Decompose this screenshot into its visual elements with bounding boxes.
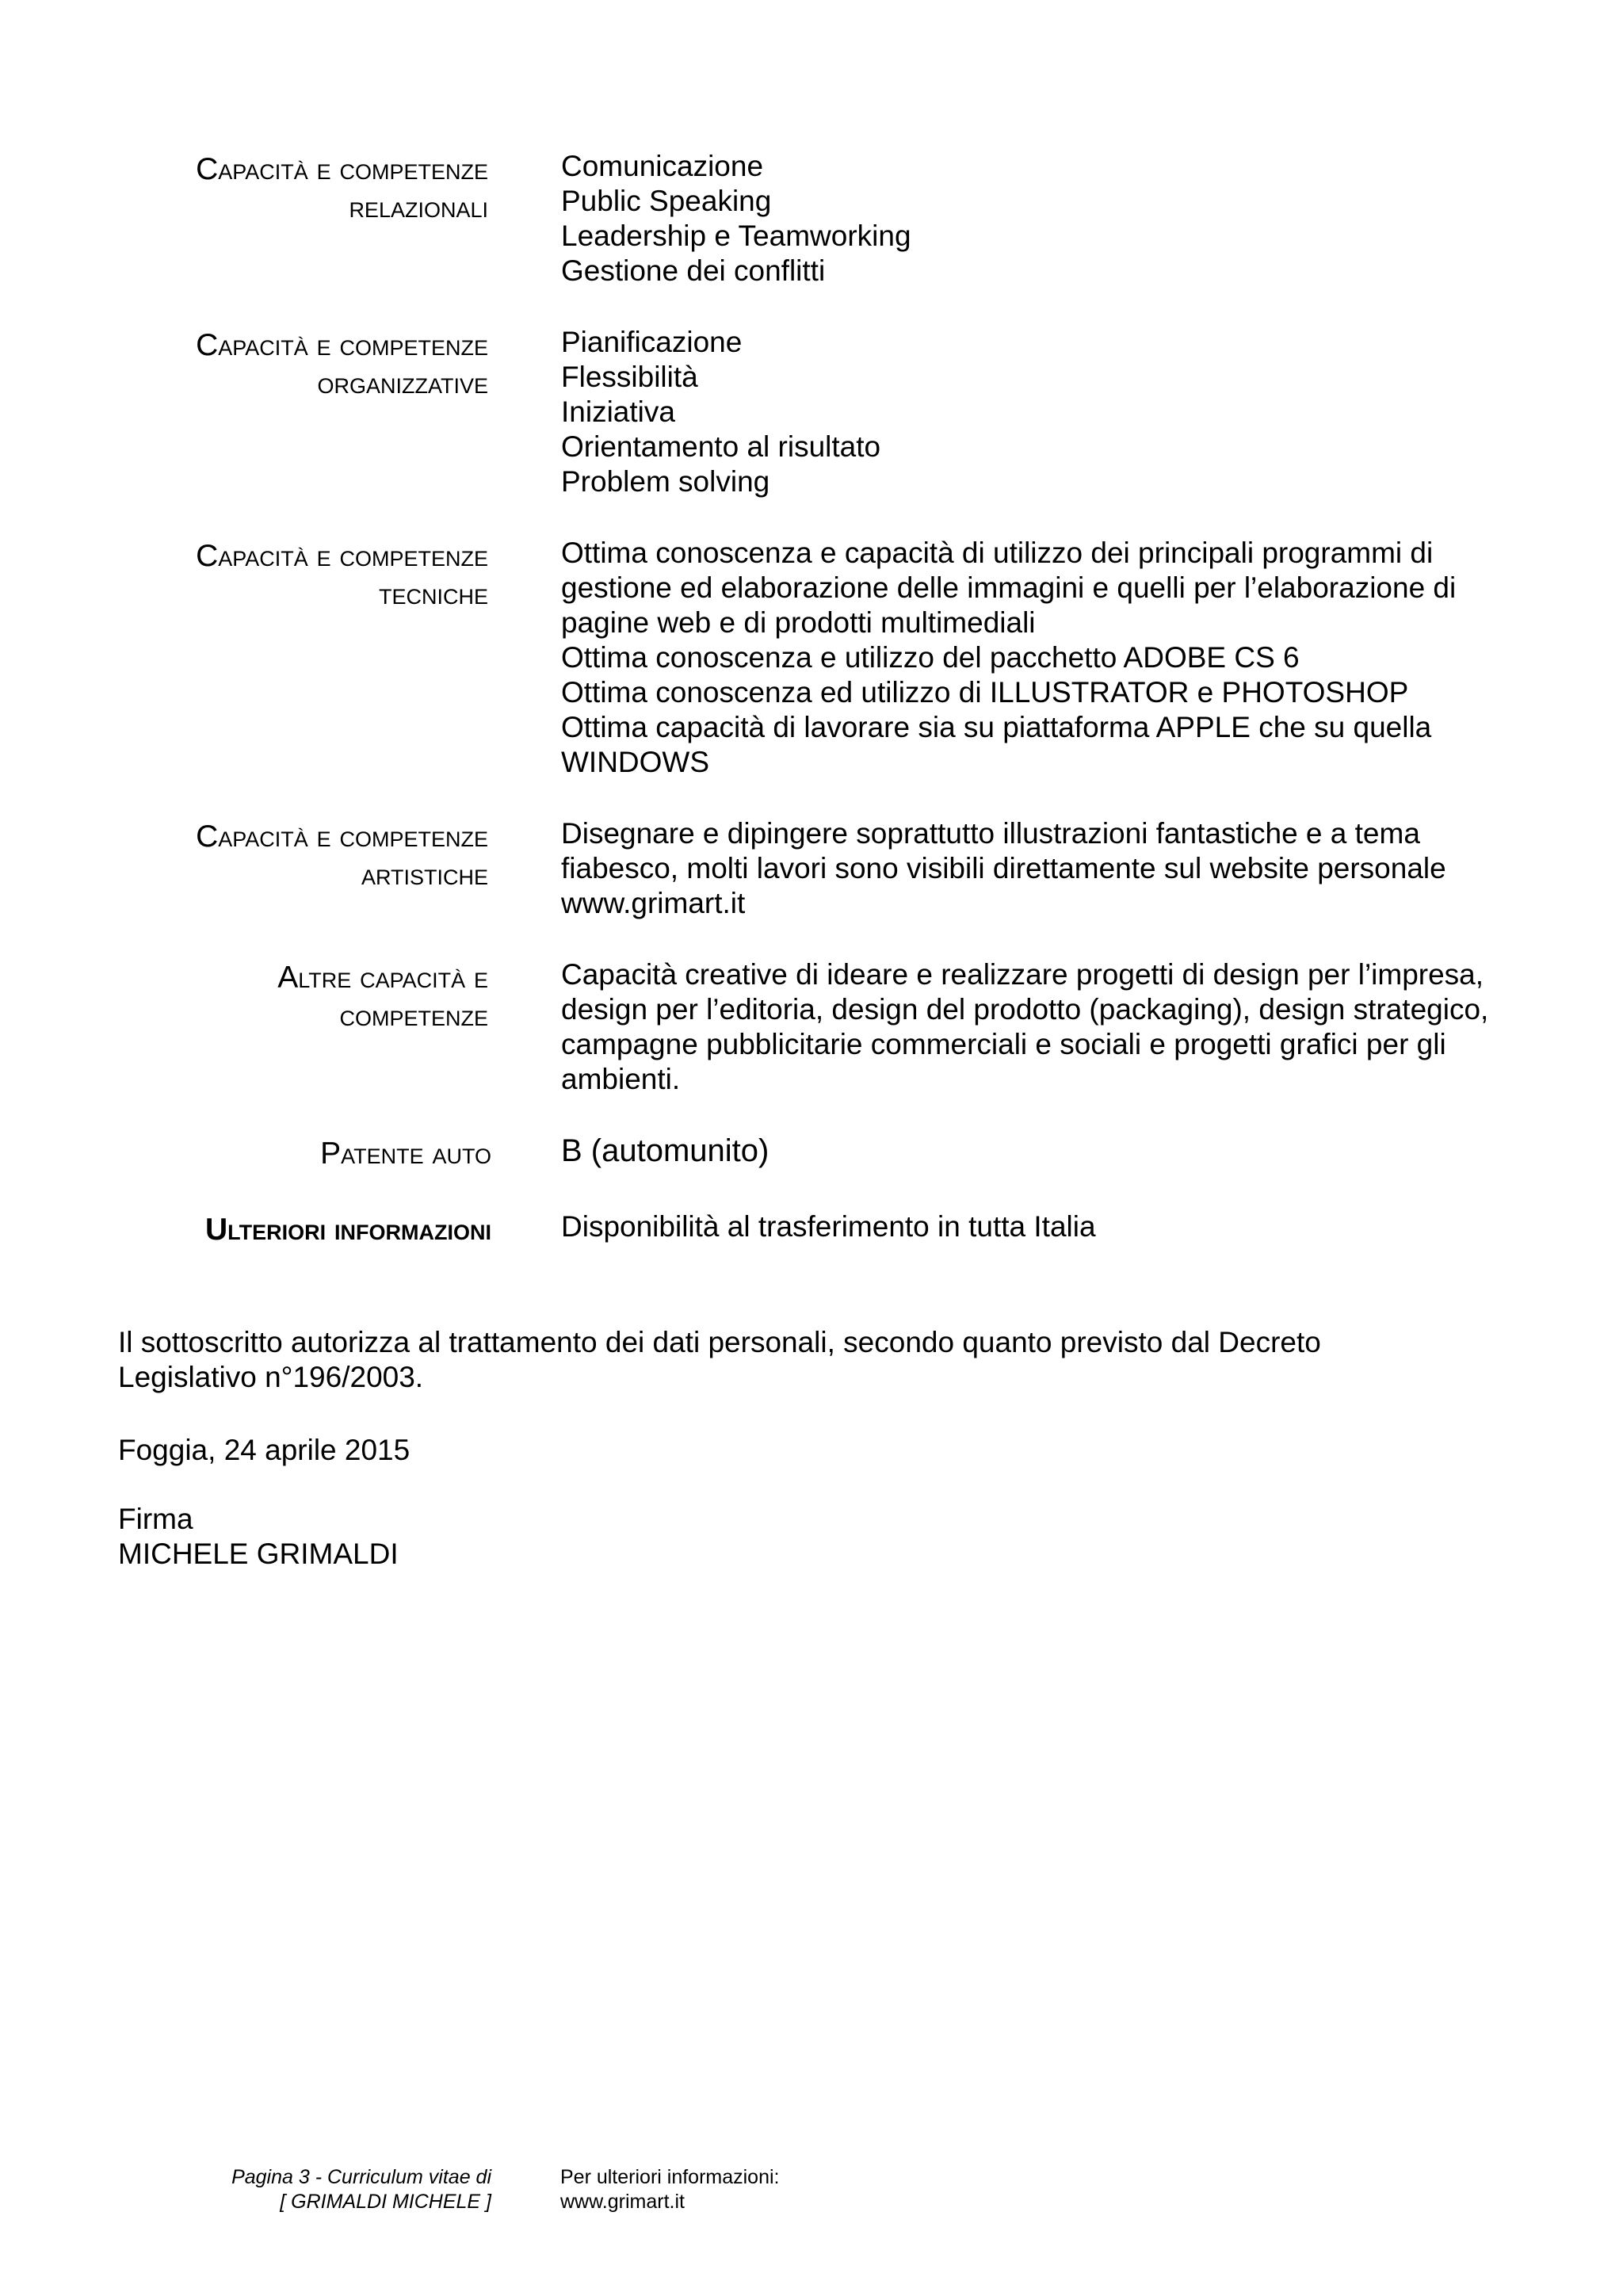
content-line: ambienti. (561, 1063, 681, 1095)
section-content (561, 149, 1528, 288)
section-label-line1: Capacità e competenze (196, 328, 488, 362)
content-line: Gestione dei conflitti (561, 254, 826, 287)
section-label-line2: competenze (339, 999, 488, 1033)
content-line: Ottima conoscenza ed utilizzo di ILLUSTRATOR e PHOTOSHOP (561, 676, 1409, 709)
content-line: Comunicazione (561, 150, 764, 182)
signature-name: MICHELE GRIMALDI (118, 1538, 399, 1570)
section-label-line2: artistiche (361, 858, 488, 892)
content-line: Disegnare e dipingere soprattutto illustrazioni fantastiche e a tema (561, 817, 1420, 850)
section-content (561, 325, 1528, 499)
footer-contact-line: Per ulteriori informazioni: (560, 2166, 780, 2188)
consent-line: Il sottoscritto autorizza al trattamento dei dati personali, secondo quanto previsto dal Decreto (118, 1326, 1321, 1358)
section-label (0, 149, 488, 288)
content-line: Pianificazione (561, 326, 743, 358)
section-tecniche (0, 536, 1623, 780)
content-line: campagne pubblicitarie commerciali e sociali e progetti grafici per gli (561, 1028, 1446, 1060)
section-label (0, 536, 488, 780)
section-content (561, 957, 1528, 1097)
patente-value: B (automunito) (561, 1133, 769, 1168)
section-content (561, 816, 1528, 921)
ulteriori-value: Disponibilità al trasferimento in tutta Italia (561, 1210, 1096, 1243)
patente-label: Patente auto (320, 1137, 491, 1171)
signature-label: Firma (118, 1503, 193, 1535)
website-link[interactable]: www.grimart.it (561, 887, 746, 919)
content-line: Iniziativa (561, 395, 675, 428)
content-line: Public Speaking (561, 185, 772, 217)
content-line: pagine web e di prodotti multimediali (561, 606, 1036, 639)
ulteriori-label: Ulteriori informazioni (205, 1213, 491, 1247)
section-label-line2: tecniche (378, 577, 488, 611)
section-relazionali (0, 149, 1623, 288)
cv-sections (0, 149, 1623, 1286)
section-label (0, 816, 488, 921)
content-line: Flessibilità (561, 361, 698, 393)
section-label-line1: Capacità e competenze (196, 819, 488, 854)
section-label (0, 325, 488, 499)
footer-page-info (174, 2165, 491, 2214)
footer-name-line: [ GRIMALDI MICHELE ] (280, 2191, 491, 2213)
section-label (0, 957, 488, 1097)
content-line: Capacità creative di ideare e realizzare progetti di design per l’impresa, (561, 958, 1484, 991)
section-label-line1: Capacità e competenze (196, 152, 488, 186)
section-ulteriori (0, 1209, 1623, 1249)
section-artistiche (0, 816, 1623, 921)
content-line: fiabesco, molti lavori sono visibili direttamente sul website personale (561, 852, 1446, 884)
content-line: Ottima conoscenza e utilizzo del pacchetto ADOBE CS 6 (561, 641, 1300, 674)
footer-website-link[interactable]: www.grimart.it (560, 2191, 685, 2213)
place-date: Foggia, 24 aprile 2015 (118, 1434, 411, 1466)
content-line: Leadership e Teamworking (561, 220, 911, 252)
signature-block (118, 1502, 399, 1572)
footer-page-line: Pagina 3 - Curriculum vitae di (231, 2166, 491, 2188)
content-line: WINDOWS (561, 746, 710, 778)
section-label-line2: organizzative (317, 366, 488, 400)
content-line: gestione ed elaborazione delle immagini e quelli per l’elaborazione di (561, 571, 1457, 604)
section-patente (0, 1133, 1623, 1173)
content-line: Ottima capacità di lavorare sia su piattaforma APPLE che su quella (561, 711, 1432, 743)
section-organizzative (0, 325, 1623, 499)
content-line: Ottima conoscenza e capacità di utilizzo dei principali programmi di (561, 537, 1434, 569)
privacy-consent (118, 1325, 1465, 1395)
section-content (561, 536, 1528, 780)
section-label-line1: Capacità e competenze (196, 539, 488, 573)
section-label-line2: relazionali (349, 190, 488, 224)
footer-contact-info (560, 2165, 957, 2214)
section-label-line1: Altre capacità e (277, 961, 488, 995)
consent-line: Legislativo n°196/2003. (118, 1361, 424, 1393)
section-altre-competenze (0, 957, 1623, 1097)
content-line: Orientamento al risultato (561, 430, 881, 463)
content-line: design per l’editoria, design del prodotto (packaging), design strategico, (561, 993, 1489, 1026)
content-line: Problem solving (561, 465, 770, 498)
